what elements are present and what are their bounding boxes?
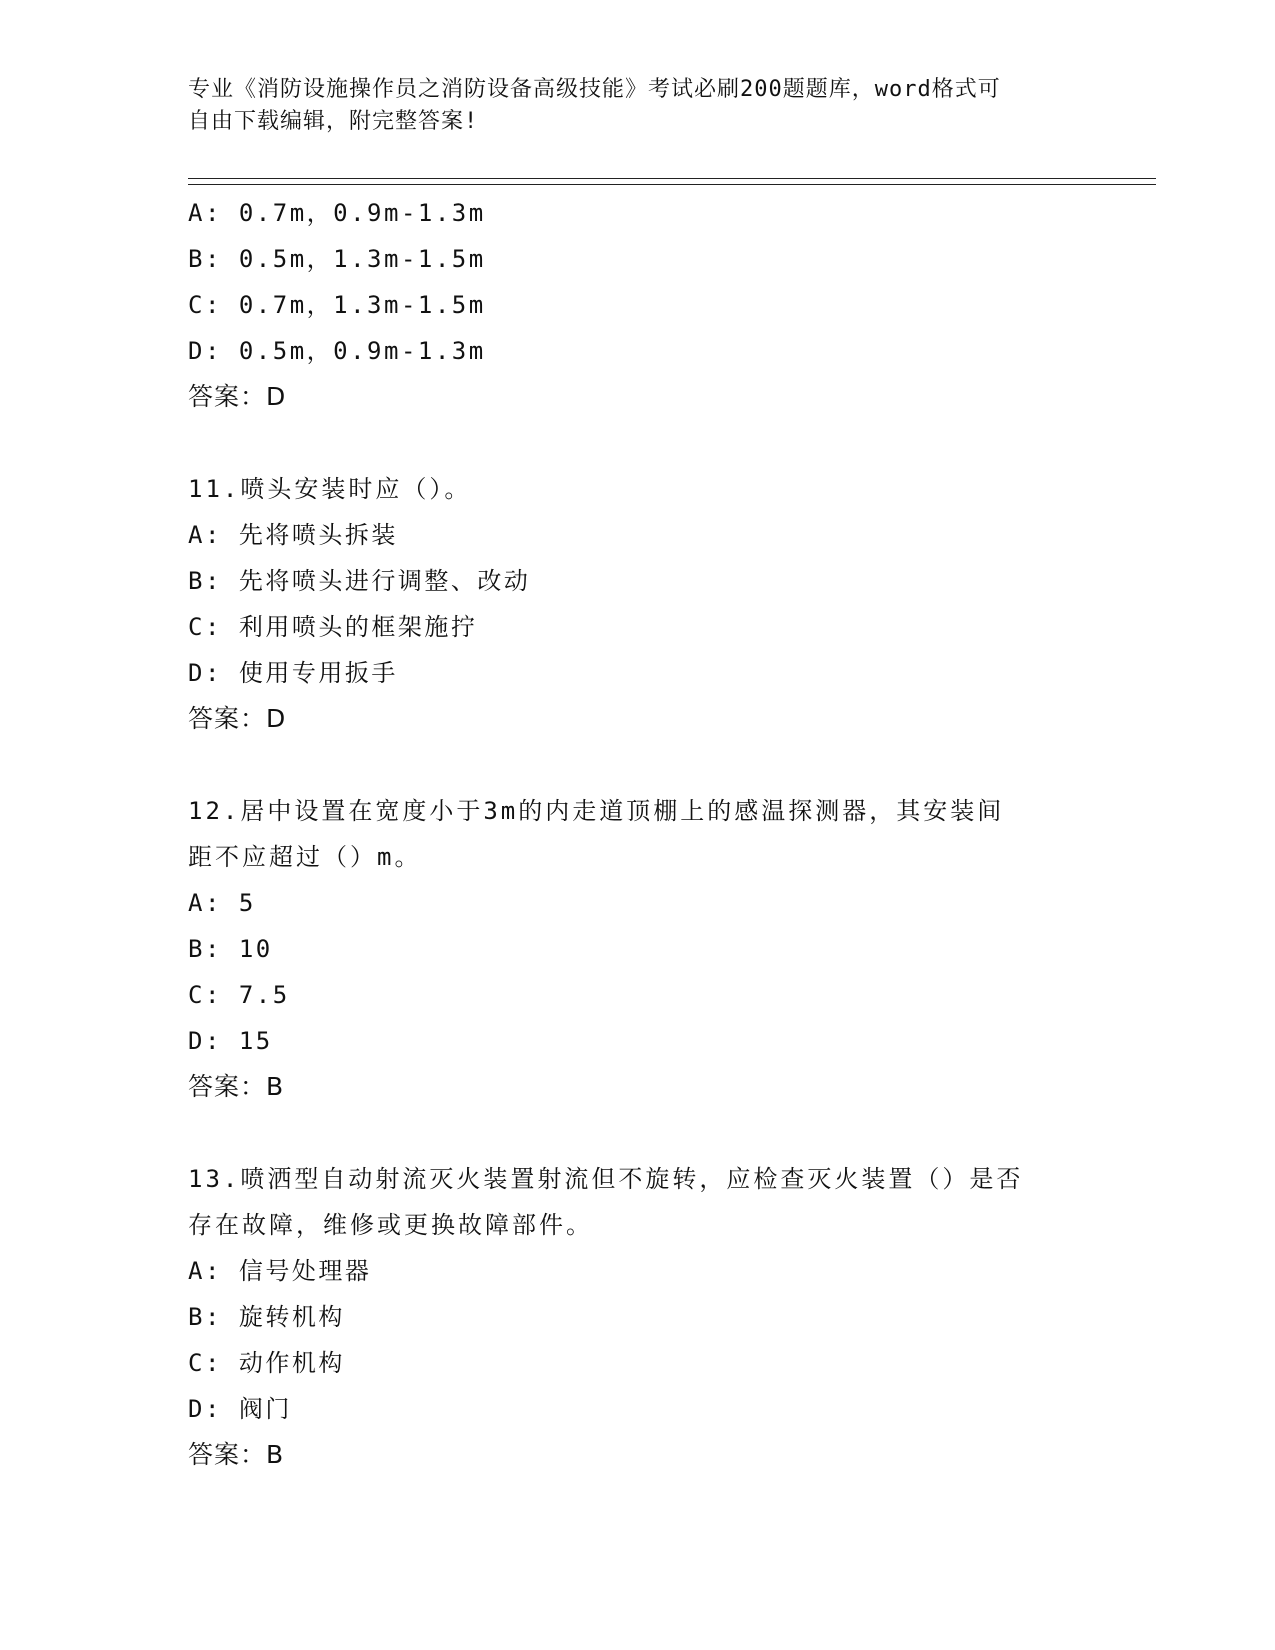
header-line-1: 专业《消防设施操作员之消防设备高级技能》考试必刷200题题库，word格式可 xyxy=(188,77,1001,102)
answer-line: 答案：D xyxy=(188,382,287,411)
header-rule-bottom xyxy=(188,184,1156,185)
question-list xyxy=(188,190,1088,1478)
option-d: D: 0.5m，0.9m-1.3m xyxy=(188,337,486,365)
option-c: C: 7.5 xyxy=(188,981,290,1009)
option-a: A: 0.7m，0.9m-1.3m xyxy=(188,199,486,227)
option-c: C: 利用喷头的框架施拧 xyxy=(188,613,478,641)
document-header xyxy=(188,74,1068,138)
answer-line: 答案：B xyxy=(188,1440,285,1469)
question-text-line-2: 距不应超过（）m。 xyxy=(188,843,422,871)
question-block-11 xyxy=(188,466,1088,742)
spacer xyxy=(188,420,1088,466)
question-block-12 xyxy=(188,788,1088,1110)
option-a: A: 5 xyxy=(188,889,256,917)
header-rule-top xyxy=(188,178,1156,179)
option-b: B: 0.5m，1.3m-1.5m xyxy=(188,245,486,273)
option-c: C: 动作机构 xyxy=(188,1349,345,1377)
option-d: D: 阀门 xyxy=(188,1395,292,1423)
question-text-line-1: 13.喷洒型自动射流灭火装置射流但不旋转，应检查灭火装置（）是否 xyxy=(188,1165,1024,1193)
option-a: A: 先将喷头拆装 xyxy=(188,521,398,549)
option-c: C: 0.7m，1.3m-1.5m xyxy=(188,291,486,319)
option-a: A: 信号处理器 xyxy=(188,1257,372,1285)
question-block-10 xyxy=(188,190,1088,420)
option-d: D: 15 xyxy=(188,1027,273,1055)
spacer xyxy=(188,742,1088,788)
question-text-line-1: 12.居中设置在宽度小于3m的内走道顶棚上的感温探测器，其安装间 xyxy=(188,797,1005,825)
option-b: B: 先将喷头进行调整、改动 xyxy=(188,567,531,595)
question-text: 11.喷头安装时应（）。 xyxy=(188,475,472,503)
header-line-2: 自由下载编辑，附完整答案! xyxy=(188,109,479,134)
option-b: B: 旋转机构 xyxy=(188,1303,345,1331)
option-b: B: 10 xyxy=(188,935,273,963)
answer-line: 答案：B xyxy=(188,1072,285,1101)
answer-line: 答案：D xyxy=(188,704,287,733)
question-block-13 xyxy=(188,1156,1088,1478)
question-text-line-2: 存在故障，维修或更换故障部件。 xyxy=(188,1211,593,1239)
option-d: D: 使用专用扳手 xyxy=(188,659,398,687)
spacer xyxy=(188,1110,1088,1156)
